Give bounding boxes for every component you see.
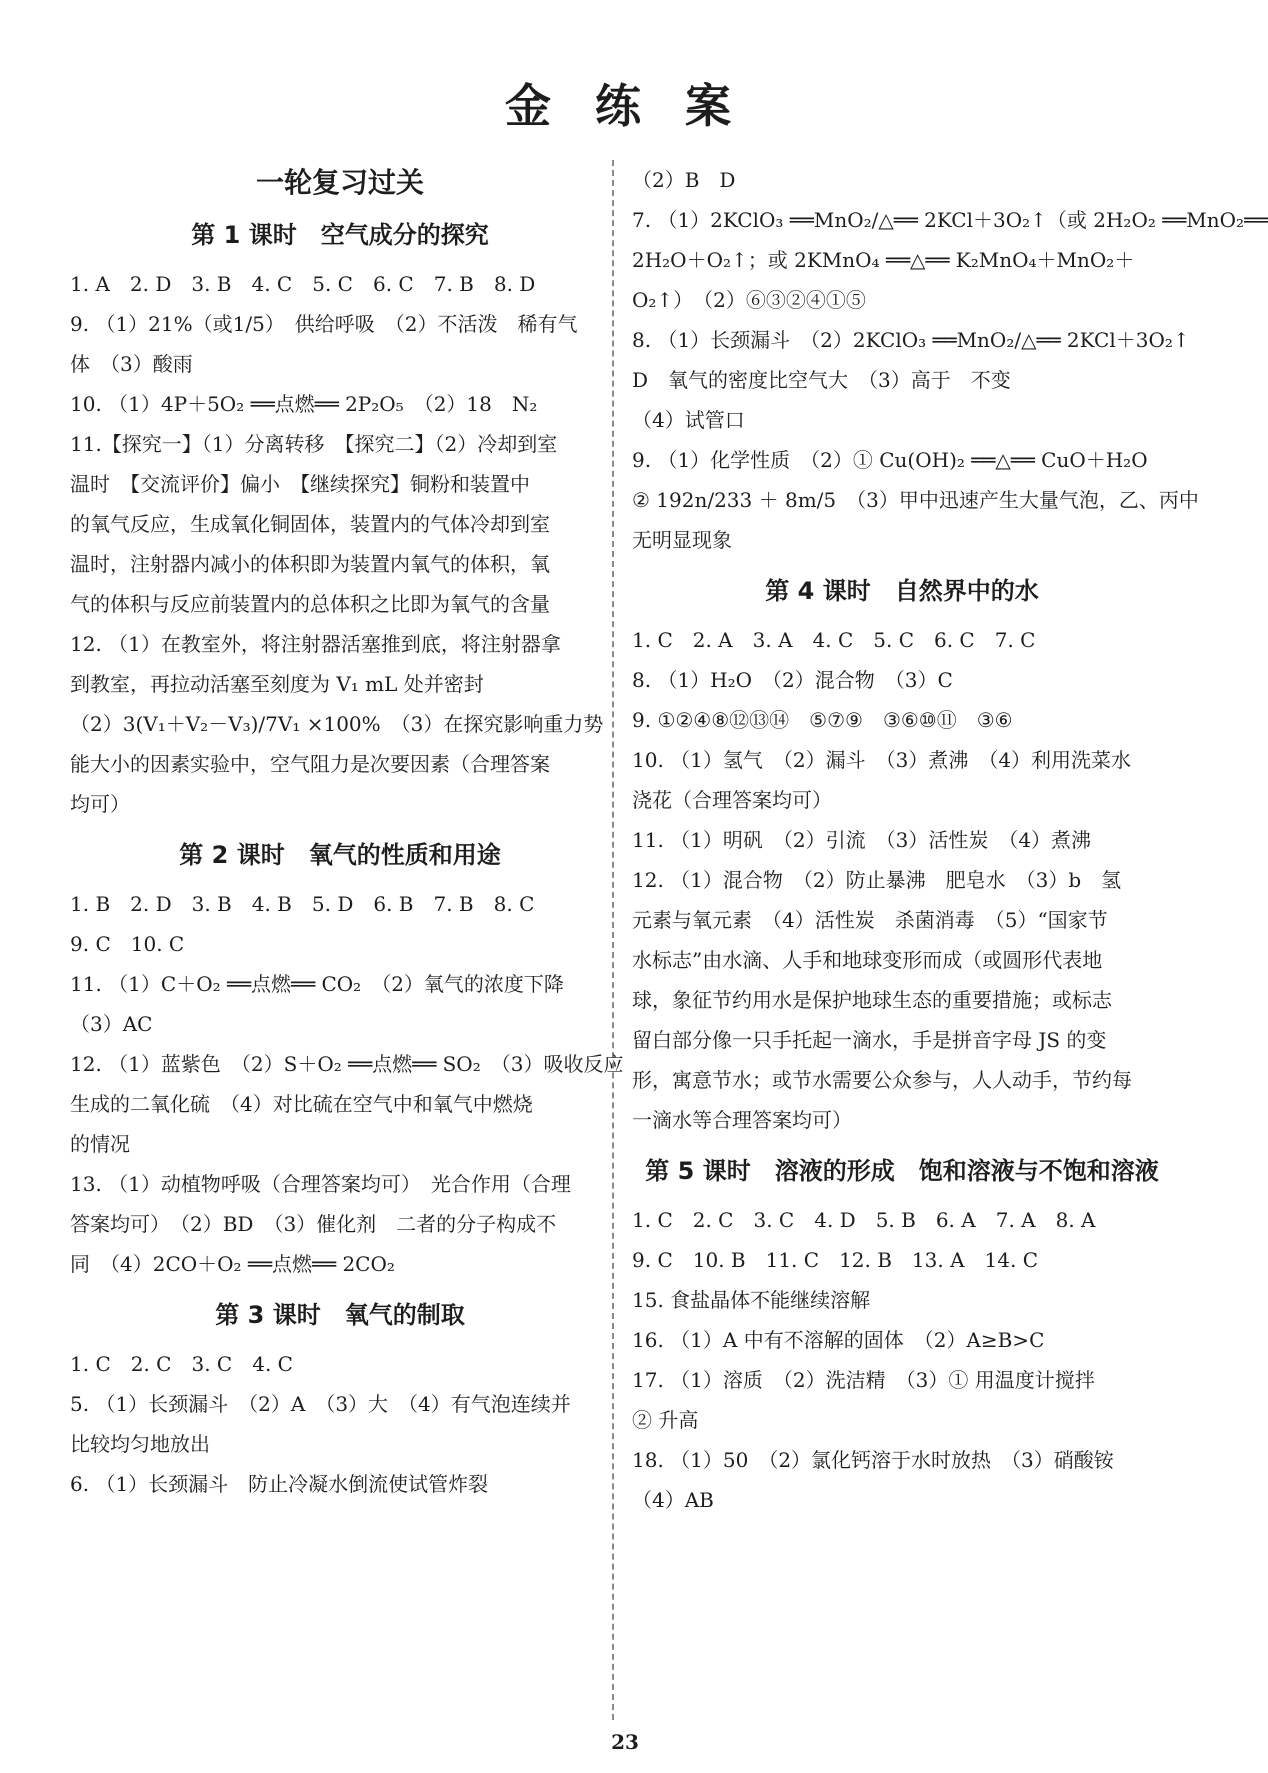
answer-line: 11. （1）C＋O₂ ══点燃══ CO₂ （2）氧气的浓度下降 (70, 972, 564, 996)
answer-line: 2H₂O＋O₂↑；或 2KMnO₄ ══△══ K₂MnO₄＋MnO₂＋ (632, 248, 1135, 272)
answer-line: 9. C 10. B 11. C 12. B 13. A 14. C (632, 1248, 1039, 1272)
answer-line: 13. （1）动植物呼吸（合理答案均可） 光合作用（合理 (70, 1172, 571, 1196)
answer-line: 11.【探究一】（1）分离转移 【探究二】（2）冷却到室 (70, 432, 558, 456)
lesson-title: 第 2 课时 氧气的性质和用途 (179, 841, 501, 869)
answer-line: 同 （4）2CO＋O₂ ══点燃══ 2CO₂ (70, 1252, 395, 1276)
answer-line: （3）AC (70, 1012, 153, 1036)
answer-line: 生成的二氧化硫 （4）对比硫在空气中和氧气中燃烧 (70, 1092, 533, 1116)
answer-line: 7. （1）2KClO₃ ══MnO₂/△══ 2KCl＋3O₂↑（或 2H₂O₂ ══MnO₂══ (632, 208, 1268, 232)
answer-line: 水标志”由水滴、人手和地球变形而成（或圆形代表地 (632, 948, 1103, 972)
answer-line: 12. （1）混合物 （2）防止暴沸 肥皂水 （3）b 氢 (632, 868, 1122, 892)
answer-line: 元素与氧元素 （4）活性炭 杀菌消毒 （5）“国家节 (632, 908, 1108, 932)
answer-line: 9. C 10. C (70, 932, 185, 956)
answer-line: 1. C 2. A 3. A 4. C 5. C 6. C 7. C (632, 628, 1036, 652)
answer-line: 能大小的因素实验中，空气阻力是次要因素（合理答案 (70, 752, 550, 776)
column-divider (612, 160, 614, 1720)
answer-line: 一滴水等合理答案均可） (632, 1108, 852, 1132)
answer-line: 比较均匀地放出 (70, 1432, 210, 1456)
answer-line: 形，寓意节水；或节水需要公众参与，人人动手，节约每 (632, 1068, 1132, 1092)
answer-line: 18. （1）50 （2）氯化钙溶于水时放热 （3）硝酸铵 (632, 1448, 1114, 1472)
answer-line: 12. （1）蓝紫色 （2）S＋O₂ ══点燃══ SO₂ （3）吸收反应 (70, 1052, 624, 1076)
page-number: 23 (611, 1730, 639, 1754)
part-heading: 一轮复习过关 (255, 166, 424, 199)
answer-line: 9. （1）化学性质 （2）① Cu(OH)₂ ══△══ CuO＋H₂O (632, 448, 1148, 472)
answer-line: O₂↑） （2）⑥③②④①⑤ (632, 288, 866, 312)
right-column (632, 160, 1268, 1520)
lesson-title: 第 4 课时 自然界中的水 (765, 577, 1039, 605)
answer-line: 6. （1）长颈漏斗 防止冷凝水倒流使试管炸裂 (70, 1472, 489, 1496)
answer-line: 1. A 2. D 3. B 4. C 5. C 6. C 7. B 8. D (70, 272, 536, 296)
answer-line: 留白部分像一只手托起一滴水，手是拼音字母 JS 的变 (632, 1028, 1107, 1052)
lesson-title: 第 5 课时 溶液的形成 饱和溶液与不饱和溶液 (645, 1157, 1159, 1185)
answer-line: ② 192n/233 ＋ 8m/5 （3）甲中迅速产生大量气泡，乙、丙中 (632, 488, 1199, 512)
answer-line: 的情况 (70, 1132, 130, 1156)
answer-line: 9. ①②④⑧⑫⑬⑭ ⑤⑦⑨ ③⑥⑩⑪ ③⑥ (632, 708, 1013, 732)
answer-line: 体 （3）酸雨 (70, 352, 193, 376)
answer-line: 16. （1）A 中有不溶解的固体 （2）A≥B>C (632, 1328, 1045, 1352)
answer-line: （2）B D (632, 168, 736, 192)
answer-line: 温时 【交流评价】偏小 【继续探究】铜粉和装置中 (70, 472, 530, 496)
answer-line: 的氧气反应，生成氧化铜固体，装置内的气体冷却到室 (70, 512, 550, 536)
answer-line: 到教室，再拉动活塞至刻度为 V₁ mL 处并密封 (70, 672, 484, 696)
answer-line: 均可） (70, 792, 130, 816)
answer-line: ② 升高 (632, 1408, 699, 1432)
answer-line: 12. （1）在教室外，将注射器活塞推到底，将注射器拿 (70, 632, 561, 656)
answer-line: 8. （1）长颈漏斗 （2）2KClO₃ ══MnO₂/△══ 2KCl＋3O₂↑ (632, 328, 1190, 352)
answer-line: 10. （1）氢气 （2）漏斗 （3）煮沸 （4）利用洗菜水 (632, 748, 1132, 772)
answer-line: 5. （1）长颈漏斗 （2）A （3）大 （4）有气泡连续并 (70, 1392, 571, 1416)
answer-line: 答案均可） （2）BD （3）催化剂 二者的分子构成不 (70, 1212, 557, 1236)
left-sections (70, 218, 624, 1504)
answer-line: 1. C 2. C 3. C 4. C (70, 1352, 293, 1376)
answer-line: 无明显现象 (632, 528, 732, 552)
answer-line: 17. （1）溶质 （2）洗洁精 （3）① 用温度计搅拌 (632, 1368, 1095, 1392)
answer-line: 8. （1）H₂O （2）混合物 （3）C (632, 668, 953, 692)
right-sections (632, 160, 1268, 1520)
answer-line: 球，象征节约用水是保护地球生态的重要措施；或标志 (632, 988, 1112, 1012)
answer-line: 10. （1）4P＋5O₂ ══点燃══ 2P₂O₅ （2）18 N₂ (70, 392, 538, 416)
answer-line: D 氧气的密度比空气大 （3）高于 不变 (632, 368, 1011, 392)
answer-line: 气的体积与反应前装置内的总体积之比即为氧气的含量 (70, 592, 550, 616)
lesson-title: 第 3 课时 氧气的制取 (215, 1301, 465, 1329)
answer-line: （4）试管口 (632, 408, 745, 432)
lesson-title: 第 1 课时 空气成分的探究 (191, 221, 489, 249)
answer-line: 11. （1）明矾 （2）引流 （3）活性炭 （4）煮沸 (632, 828, 1092, 852)
page-title: 金 练 案 (504, 79, 746, 133)
answer-line: 1. C 2. C 3. C 4. D 5. B 6. A 7. A 8. A (632, 1208, 1096, 1232)
answer-line: （4）AB (632, 1488, 714, 1512)
answer-line: 9. （1）21%（或1/5） 供给呼吸 （2）不活泼 稀有气 (70, 312, 578, 336)
answer-line: 温时，注射器内减小的体积即为装置内氧气的体积，氧 (70, 552, 550, 576)
answer-line: 1. B 2. D 3. B 4. B 5. D 6. B 7. B 8. C (70, 892, 535, 916)
answer-line: 浇花（合理答案均可） (632, 788, 832, 812)
answer-line: （2）3(V₁＋V₂－V₃)/7V₁ ×100% （3）在探究影响重力势 (70, 712, 604, 736)
left-column (70, 160, 624, 1504)
answer-line: 15. 食盐晶体不能继续溶解 (632, 1288, 871, 1312)
